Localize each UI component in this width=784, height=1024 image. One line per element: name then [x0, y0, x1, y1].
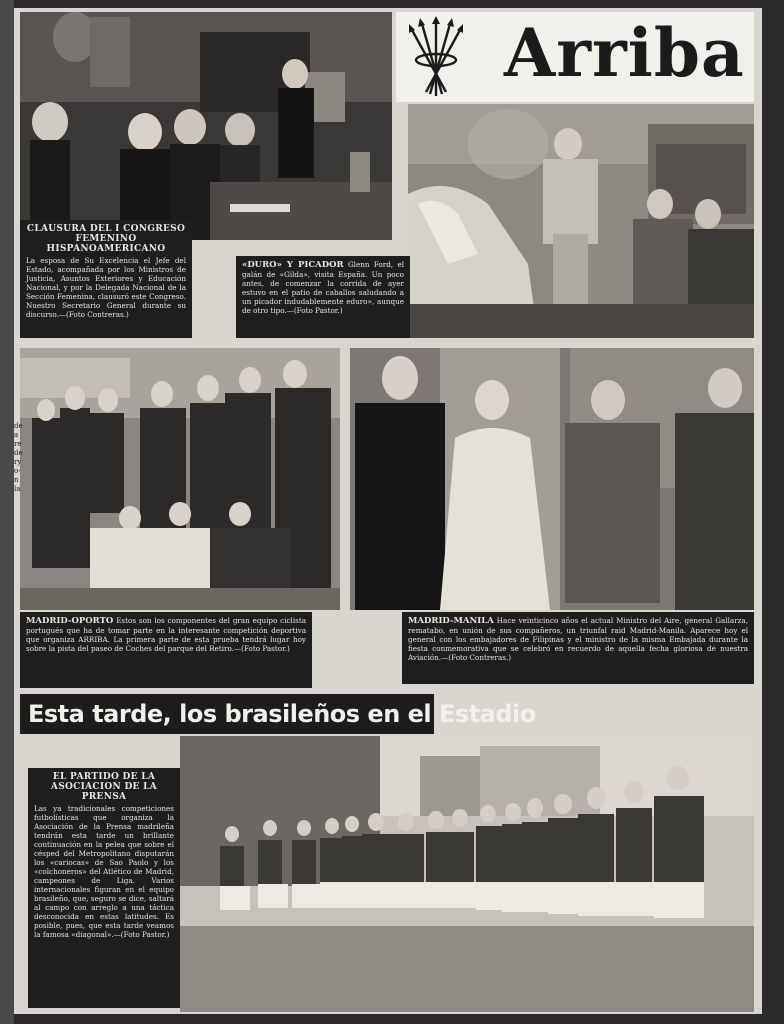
photo-glenn-ford-picador [408, 104, 754, 338]
margin-fragment: ry [14, 458, 22, 466]
yoke-and-arrows-icon [404, 14, 468, 100]
caption-body: Las ya tradicionales competiciones futbolísticas que organiza la Asociación de la Prensa madrileña tendrán esta tarde un brillante continuación en la pelea que sobre el césped del Metropolitano disputarán los «cariocas» de Sao Paolo y los «colchoneros» del Atlético de Madrid, campeones de Liga. Varios internacionales figuran en el equipo brasileño, que, seguro se dice, saltará al campo con arreglo a una táctica desconocida en estas latitudes. Es posible, pues, que esta tarde veamos la famosa «diagonal».—(Foto Pastor.) [34, 804, 174, 939]
margin-fragment: re [14, 440, 22, 448]
margin-fragment: o- [14, 467, 21, 475]
newspaper-page [14, 8, 762, 1014]
margin-fragment: la [14, 485, 21, 493]
photo-madrid-manila [350, 348, 754, 610]
caption-title: CLAUSURA DEL I CONGRESO FEMENINO HISPANOAMERICANO [26, 224, 186, 254]
caption-congress-closing [20, 220, 192, 338]
caption-body: Hace veinticinco años el actual Ministro del Aire, general Gallarza, rematabo, en unión de sus compañeros, un triunfal raid Madrid-Manila. Aparece hoy el general con los embajadores de Filipinas y el ministro de la misma Embajada durante la fiesta conmemorativa que se celebró en recuerdo de aquella fecha gloriosa de nuestra Aviación.—(Foto Contreras.) [408, 616, 748, 662]
page-binding-edge [0, 0, 14, 1024]
photo-congress-closing [20, 12, 392, 240]
masthead [396, 12, 754, 102]
caption-glenn-ford [236, 256, 410, 338]
photo-football-team [180, 736, 754, 1012]
margin-fragment: n [14, 476, 19, 484]
headline-brasilenos: Esta tarde, los brasileños en el Estadio [20, 694, 434, 734]
caption-body: La esposa de Su Excelencia el Jefe del Estado, acompañada por los Ministros de Justicia, Asuntos Exteriores y Educación Nacional, y por la Delegada Nacional de la Sección Femenina, clausuró este Congreso. Nuestro Secretario General durante su discurso.—(Foto Contreras.) [26, 256, 186, 319]
left-margin-text [14, 422, 22, 494]
caption-title: «DURO» Y PICADOR [242, 260, 344, 270]
caption-title: MADRID-OPORTO [26, 616, 114, 626]
margin-fragment: a [14, 431, 19, 439]
caption-partido-prensa [28, 768, 180, 1008]
photo-cycling-team [20, 348, 340, 610]
caption-body: Glenn Ford, el galán de «Gilda», visita España. Un poco antes, de comenzar la corrida de ayer estuvo en el patio de caballos saludando a un picador indudablemente eduro», aunque de otro tipo.—(Foto Pastor.) [242, 260, 404, 315]
margin-fragment: de [14, 422, 23, 430]
caption-madrid-oporto [20, 612, 312, 688]
margin-fragment: de [14, 449, 23, 457]
caption-madrid-manila [402, 612, 754, 684]
caption-title: MADRID-MANILA [408, 616, 494, 626]
masthead-title: Arriba [504, 14, 745, 92]
caption-body: Estos son los componentes del gran equipo ciclista portugués que ha de tomar parte en la interesante competición deportiva que organiza ARRIBA. La primera parte de esta prueba tendrá lugar hoy sobre la pista del paseo de Coches del parque del Retiro.—(Foto Pastor.) [26, 616, 306, 653]
caption-title: EL PARTIDO DE LA ASOCIACION DE LA PRENSA [50, 772, 158, 802]
